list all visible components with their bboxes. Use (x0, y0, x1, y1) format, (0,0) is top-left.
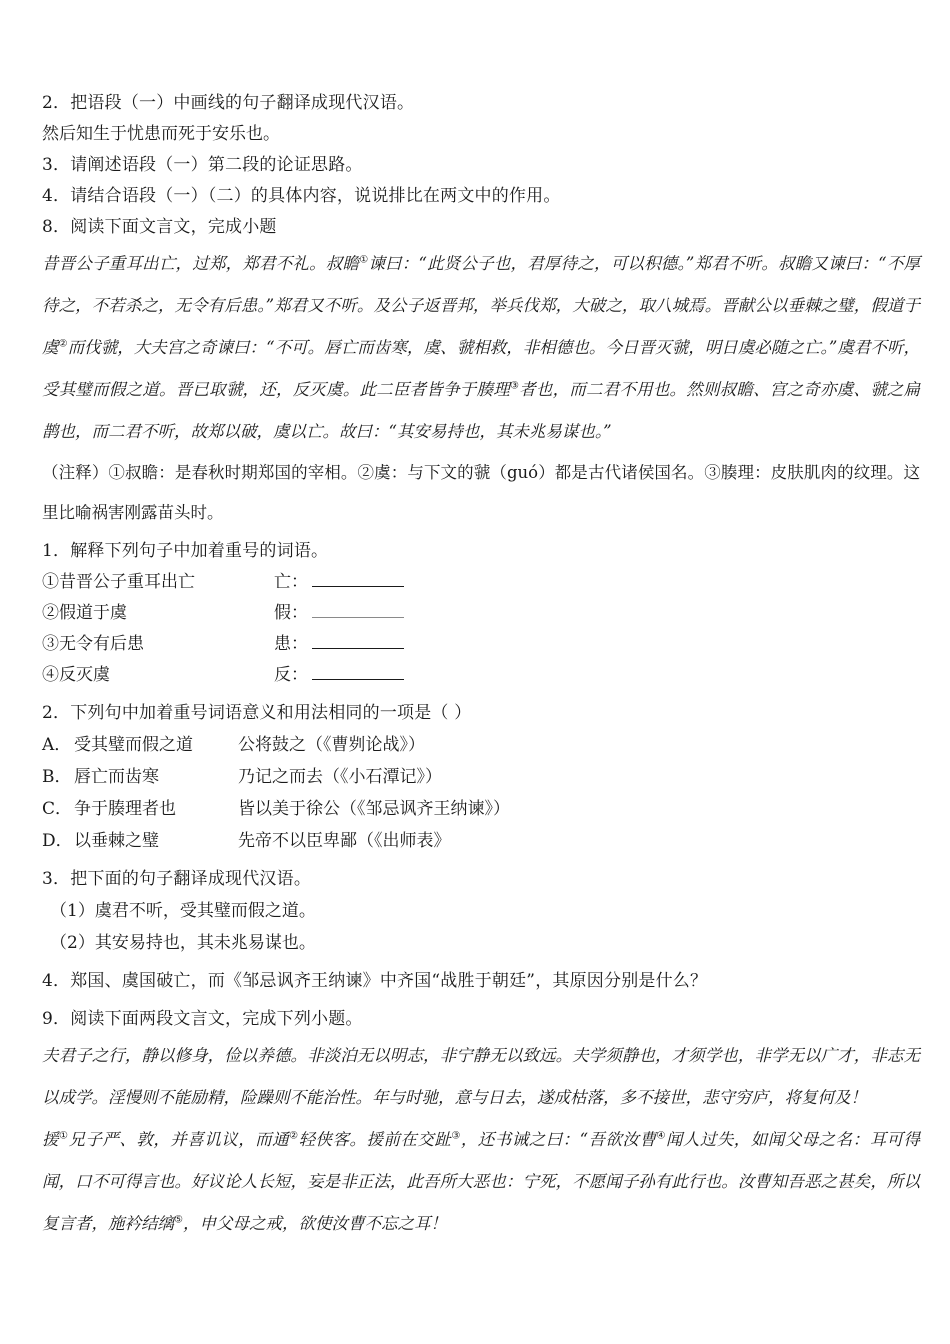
passage-text-d: 者也，而二君不用也。然则叔瞻、宫之奇亦虞、虢之扁鹊也，而二君不听，故郑以破，虞以亡。故曰：“其安易持也，其未兆易谋也。” (42, 380, 921, 441)
blank-item-2-stem (42, 598, 274, 629)
passage-text-a: 昔晋公子重耳出亡，过郑，郑君不礼。叔瞻 (42, 254, 360, 273)
mc-option-c-left: 争于腠理者也 (74, 799, 176, 819)
note-3-marker: ③ (704, 463, 721, 482)
footnote-marker-2: ② (58, 338, 68, 350)
passage-9-2-paragraph (42, 1119, 920, 1245)
footnote-marker-5: ⑤ (174, 1214, 183, 1226)
blank-item-1 (42, 567, 920, 598)
mc-option-c-label: C． (42, 799, 73, 819)
question-8-sub-3-stem: 3．把下面的句子翻译成现代汉语。 (42, 869, 312, 889)
question-9-stem: 9．阅读下面两段文言文，完成下列小题。 (42, 1009, 363, 1029)
passage-9-1-text: 夫君子之行，静以修身，俭以养德。非淡泊无以明志，非宁静无以致远。夫学须静也，才须学也，非学无以广才，非志无以成学。淫慢则不能励精，险躁则不能治性。年与时驰，意与日去，遂成枯落，多不接世，悲守穷庐，将复何及！ (42, 1046, 920, 1107)
passage-9-2-text-e: 闻人过失，如闻父母之名：耳可得闻，口不可得言也。好议论人长短，妄是非正法，此吾所大恶也：宁死，不愿闻子孙有此行也。汝曹知吾恶之甚矣，所以复言者，施衿结缡 (42, 1130, 921, 1233)
mc-option-a-label: A． (42, 735, 72, 755)
blank-item-2 (42, 598, 920, 629)
question-8-sub-3-item-2: （2）其安易持也，其未兆易谋也。 (50, 933, 316, 953)
footnote-marker-3: ③ (451, 1130, 461, 1142)
question-8-passage (42, 243, 920, 453)
question-9-passage-2 (42, 1119, 920, 1245)
mc-option-b-right: 乃记之而去（《小石潭记》） (238, 767, 442, 787)
note-2-text: 虞：与下文的虢（guó）都是古代诸侯国名。 (374, 463, 705, 482)
mc-option-d-right: 先帝不以臣卑鄙（《出师表》 (238, 831, 451, 851)
blank-item-4-number: ④ (42, 665, 59, 685)
blank-item-1-key: 亡： (274, 572, 308, 592)
question-2-previous-sentence: 然后知生于忧患而死于安乐也。 (42, 124, 280, 144)
blank-item-1-stem (42, 567, 274, 598)
question-9-passage-1 (42, 1035, 920, 1119)
blank-item-3-stem (42, 629, 274, 660)
question-8-sub-1-stem: 1．解释下列句子中加着重号的词语。 (42, 541, 329, 561)
question-3-previous: 3．请阐述语段（一）第二段的论证思路。 (42, 155, 363, 175)
blank-item-1-sentence: 昔晋公子重耳出亡 (59, 572, 195, 592)
question-8-stem: 8．阅读下面文言文，完成小题 (42, 217, 277, 237)
mc-option-c-right: 皆以美于徐公（《邹忌讽齐王纳谏》） (238, 799, 510, 819)
blank-item-3-sentence: 无令有后患 (59, 634, 144, 654)
question-8-sub-3-item-1: （1）虞君不听，受其璧而假之道。 (50, 901, 316, 921)
blank-item-2-sentence: 假道于虞 (59, 603, 127, 623)
question-8-sub-4-stem: 4．郑国、虞国破亡，而《邹忌讽齐王纳谏》中齐国“战胜于朝廷”，其原因分别是什么？ (42, 971, 708, 991)
passage-9-2-text-f: ，申父母之戒，欲使汝曹不忘之耳！ (182, 1214, 447, 1233)
passage-9-2-text-b: 兄子严、敦，并喜讥议，而通 (68, 1130, 290, 1149)
blank-item-4-key: 反： (274, 665, 308, 685)
mc-option-d-label: D． (42, 831, 73, 851)
passage-paragraph (42, 243, 920, 453)
blank-item-2-key: 假： (274, 603, 308, 623)
passage-text-c: 而伐虢，大夫宫之奇谏曰：“不可。唇亡而齿寒，虞、虢相救，非相德也。今日晋灭虢，明日虞必随之亡。”虞君不听，受其璧而假之道。晋已取虢，还，反灭虞。此二臣者皆争于腠理 (42, 338, 921, 399)
blank-item-1-number: ① (42, 572, 59, 592)
mc-option-d[interactable] (42, 825, 920, 857)
question-2-previous: 2．把语段（一）中画线的句子翻译成现代汉语。 (42, 93, 415, 113)
footnote-marker-3: ③ (509, 380, 520, 392)
mc-option-a-left: 受其璧而假之道 (74, 735, 193, 755)
passage-9-2-text-d: ，还书诫之曰：“吾欲汝曹 (460, 1130, 657, 1149)
blank-item-3-number: ③ (42, 634, 59, 654)
notes-label: （注释） (42, 463, 109, 482)
mc-option-a-right: 公将鼓之（《曹刿论战》） (238, 735, 425, 755)
footnote-marker-4: ④ (656, 1130, 666, 1142)
mc-option-b-label: B． (42, 767, 72, 787)
mc-option-d-left: 以垂棘之璧 (74, 831, 159, 851)
blank-item-3 (42, 629, 920, 660)
footnote-marker-1: ① (359, 254, 369, 266)
passage-9-2-text-c: 轻侠客。援前在交趾 (298, 1130, 452, 1149)
mc-option-b[interactable] (42, 761, 920, 793)
blank-item-3-key: 患： (274, 634, 308, 654)
question-4-previous: 4．请结合语段（一）（二）的具体内容，说说排比在两文中的作用。 (42, 186, 561, 206)
footnote-marker-1: ① (58, 1130, 69, 1142)
footnote-marker-2: ② (289, 1130, 299, 1142)
blank-input-1[interactable] (312, 585, 404, 587)
blank-input-4[interactable] (312, 678, 404, 680)
mc-option-b-left: 唇亡而齿寒 (74, 767, 159, 787)
blank-item-2-number: ② (42, 603, 59, 623)
note-1-marker: ① (108, 463, 126, 482)
blank-input-3[interactable] (312, 647, 404, 649)
blank-item-4-sentence: 反灭虞 (59, 665, 110, 685)
note-3-text: 腠理：皮肤肌肉的纹理。这里比喻祸害刚露苗头时。 (42, 463, 921, 522)
passage-9-2-text-a: 援 (42, 1130, 59, 1149)
blank-item-4-stem (42, 660, 274, 691)
question-8-notes (42, 453, 920, 533)
note-1-text: 叔瞻：是春秋时期郑国的宰相。 (125, 463, 358, 482)
mc-option-a[interactable] (42, 729, 920, 761)
question-8-sub-2-stem: 2．下列句中加着重号词语意义和用法相同的一项是（ ） (42, 703, 472, 723)
mc-option-c[interactable] (42, 793, 920, 825)
blank-item-4 (42, 660, 920, 691)
blank-input-2[interactable] (312, 616, 404, 618)
note-2-marker: ② (357, 463, 375, 482)
passage-text-b: 谏曰：“此贤公子也，君厚待之，可以积德。”郑君不听。叔瞻又谏曰：“不厚待之，不若杀之，无令有后患。”郑君又不听。及公子返晋邦，举兵伐郑，大破之，取八城焉。晋献公以垂棘之璧，假道于虞 (42, 254, 921, 357)
